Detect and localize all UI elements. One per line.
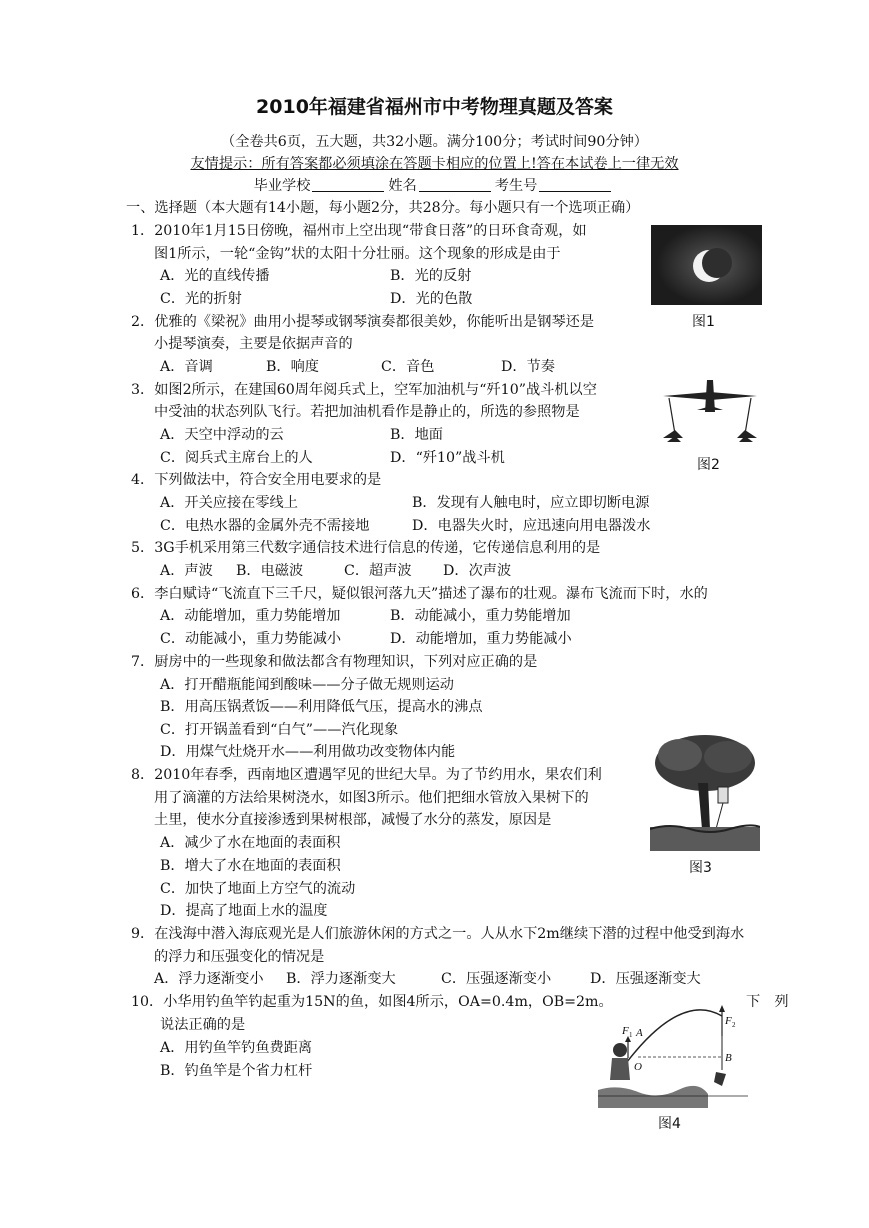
question-4-line-1: 4．下列做法中，符合安全用电要求的是 (131, 472, 382, 488)
point-a-label: A (636, 1027, 643, 1039)
number-blank[interactable] (539, 177, 611, 192)
question-6-option-a: A．动能增加，重力势能增加 (160, 608, 341, 624)
question-9-option-b: B．浮力逐渐变大 (286, 971, 396, 987)
question-2-line-1: 2．优雅的《梁祝》曲用小提琴或钢琴演奏都很美妙，你能听出是钢琴还是 (131, 314, 595, 330)
question-2-option-c: C．音色 (381, 359, 435, 375)
question-9-option-a: A．浮力逐渐变小 (154, 971, 264, 987)
question-3-option-c: C．阅兵式主席台上的人 (160, 450, 313, 466)
question-10-option-a: A．用钓鱼竿钓鱼费距离 (160, 1040, 313, 1056)
question-6-option-d: D．动能增加，重力势能减小 (390, 631, 572, 647)
question-10-line-1-tail: 下 列 (746, 994, 789, 1010)
question-9-line-2: 的浮力和压强变化的情况是 (154, 949, 325, 965)
question-10-option-b: B．钓鱼竿是个省力杠杆 (160, 1063, 313, 1079)
point-b-label: B (725, 1052, 732, 1064)
question-9-line-1: 9．在浅海中潜入海底观光是人们旅游休闲的方式之一。人从水下2m继续下潜的过程中他受到海水 (131, 926, 745, 942)
question-2-option-a: A．音调 (160, 359, 213, 375)
question-8-option-c: C．加快了地面上方空气的流动 (160, 881, 356, 897)
question-8-option-b: B．增大了水在地面的表面积 (160, 858, 341, 874)
school-blank[interactable] (312, 177, 384, 192)
section-heading: 一、选择题（本大题有14小题，每小题2分，共28分。每小题只有一个选项正确） (126, 200, 640, 216)
question-1-option-c: C．光的折射 (160, 291, 242, 307)
question-4-option-d: D．电器失火时，应迅速向用电器泼水 (412, 518, 651, 534)
name-label: 姓名 (388, 178, 417, 194)
question-1-line-2: 图1所示，一轮“金钩”状的太阳十分壮丽。这个现象的形成是由于 (154, 246, 561, 262)
question-7-option-b: B．用高压锅煮饭——利用降低气压，提高水的沸点 (160, 699, 483, 715)
figure-2-caption: 图2 (697, 457, 720, 473)
question-1-line-1: 1．2010年1月15日傍晚，福州市上空出现“带食日落”的日环食奇观，如 (131, 223, 587, 239)
question-3-option-d: D．“歼10”战斗机 (390, 450, 505, 466)
question-7-option-d: D．用煤气灶烧开水——利用做功改变物体内能 (160, 744, 456, 760)
question-7-option-a: A．打开醋瓶能闻到酸味——分子做无规则运动 (160, 677, 454, 693)
question-8-option-a: A．减少了水在地面的表面积 (160, 835, 341, 851)
force-f2-label: F (725, 1015, 732, 1027)
question-4-option-c: C．电热水器的金属外壳不需接地 (160, 518, 370, 534)
name-blank[interactable] (419, 177, 491, 192)
question-5-option-b: B．电磁波 (236, 563, 304, 579)
figure-1-caption: 图1 (692, 314, 715, 330)
question-9-option-c: C．压强逐渐变小 (441, 971, 552, 987)
aircraft-refueling-image (655, 372, 765, 452)
figure-3-caption: 图3 (689, 860, 712, 876)
question-10-line-2: 说法正确的是 (160, 1017, 246, 1033)
question-2-line-2: 小提琴演奏，主要是依据声音的 (154, 336, 353, 352)
exam-notice: 友情提示：所有答案都必须填涂在答题卡相应的位置上!答在本试卷上一律无效 (190, 156, 679, 172)
force-f2-subscript: 2 (732, 1021, 736, 1029)
student-info-line (0, 175, 869, 195)
solar-eclipse-image (651, 225, 762, 305)
question-4-option-a: A．开关应接在零线上 (160, 495, 298, 511)
question-8-line-2: 用了滴灌的方法给果树浇水，如图3所示。他们把细水管放入果树下的 (154, 790, 589, 806)
question-1-option-d: D．光的色散 (390, 291, 473, 307)
question-5-option-c: C．超声波 (344, 563, 412, 579)
question-3-line-2: 中受油的状态列队飞行。若把加油机看作是静止的，所选的参照物是 (154, 404, 580, 420)
point-o-label: O (634, 1061, 642, 1073)
question-6-line-1: 6．李白赋诗“飞流直下三千尺，疑似银河落九天”描述了瀑布的壮观。瀑布飞流而下时，水的 (131, 586, 708, 602)
question-4-option-b: B．发现有人触电时，应立即切断电源 (412, 495, 650, 511)
exam-subtitle: （全卷共6页，五大题，共32小题。满分100分；考试时间90分钟） (221, 134, 648, 150)
question-3-option-b: B．地面 (390, 427, 443, 443)
question-5-option-a: A．声波 (160, 563, 213, 579)
page-title: 2010年福建省福州市中考物理真题及答案 (256, 96, 613, 118)
question-6-option-c: C．动能减小，重力势能减小 (160, 631, 342, 647)
question-3-option-a: A．天空中浮动的云 (160, 427, 284, 443)
question-5-line-1: 5．3G手机采用第三代数字通信技术进行信息的传递，它传递信息利用的是 (131, 540, 601, 556)
force-f1-subscript: 1 (629, 1031, 633, 1039)
question-8-line-1: 8．2010年春季，西南地区遭遇罕见的世纪大旱。为了节约用水，果农们利 (131, 767, 602, 783)
question-8-option-d: D．提高了地面上水的温度 (160, 903, 328, 919)
school-label: 毕业学校 (253, 178, 311, 194)
question-1-option-a: A．光的直线传播 (160, 268, 270, 284)
question-2-option-d: D．节奏 (501, 359, 555, 375)
fruit-tree-drip-image (650, 733, 760, 851)
question-5-option-d: D．次声波 (443, 563, 512, 579)
question-9-option-d: D．压强逐渐变大 (590, 971, 701, 987)
force-f1-label: F (622, 1025, 629, 1037)
question-10-line-1: 10．小华用钓鱼竿钓起重为15N的鱼，如图4所示，OA=0.4m，OB=2m。 (131, 994, 613, 1010)
number-label: 考生号 (494, 178, 538, 194)
question-2-option-b: B．响度 (266, 359, 319, 375)
question-3-line-1: 3．如图2所示，在建国60周年阅兵式上，空军加油机与“歼10”战斗机以空 (131, 382, 597, 398)
question-8-line-3: 土里，使水分直接渗透到果树根部，减慢了水分的蒸发，原因是 (154, 812, 552, 828)
question-1-option-b: B．光的反射 (390, 268, 472, 284)
fishing-rod-lever-image (598, 1000, 748, 1108)
question-7-line-1: 7．厨房中的一些现象和做法都含有物理知识，下列对应正确的是 (131, 654, 538, 670)
question-6-option-b: B．动能减小，重力势能增加 (390, 608, 571, 624)
figure-4-caption: 图4 (658, 1116, 681, 1132)
question-7-option-c: C．打开锅盖看到“白气”——汽化现象 (160, 722, 399, 738)
